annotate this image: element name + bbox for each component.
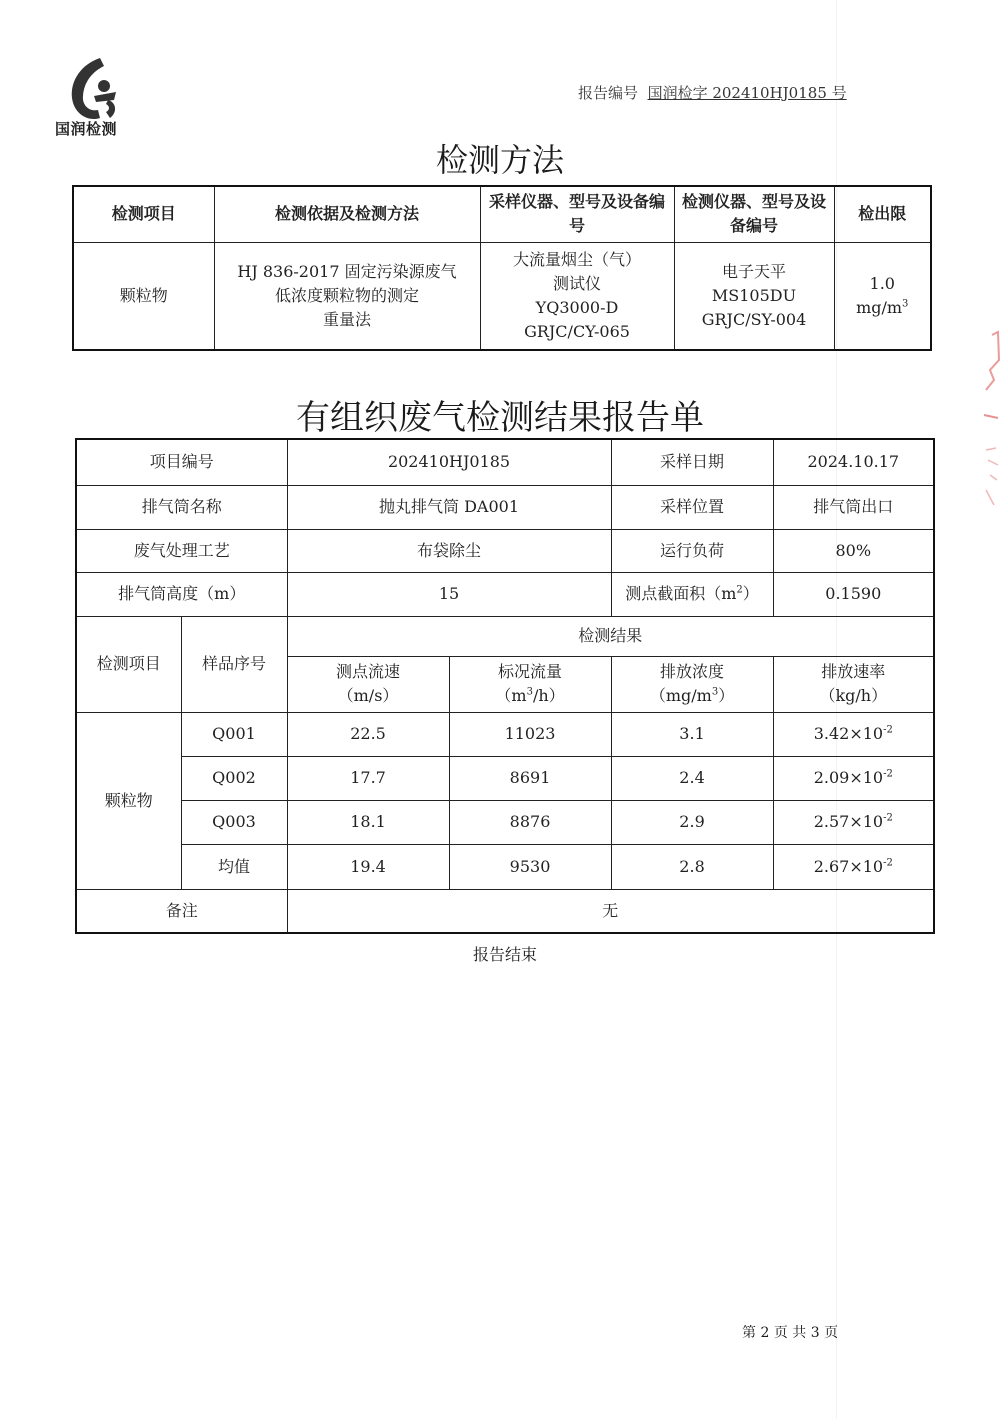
- conc-value: 2.4: [611, 756, 773, 800]
- limit-value: 1.0: [869, 273, 895, 293]
- height: 15: [287, 572, 611, 616]
- sample-date-label: 采样日期: [611, 439, 773, 485]
- sampling-line: GRJC/CY-065: [524, 321, 630, 341]
- rate-header: [773, 656, 934, 712]
- rate-base: 3.42×10: [813, 724, 884, 743]
- sample-pos-label: 采样位置: [611, 485, 773, 529]
- instrument-line: 电子天平: [721, 261, 786, 281]
- sampling-line: 测试仪: [552, 273, 601, 293]
- remark-value: 无: [287, 889, 934, 933]
- method-basis-line: HJ 836-2017 固定污染源废气: [237, 261, 457, 281]
- flow-value: 8691: [449, 756, 611, 800]
- method-table: [72, 185, 932, 351]
- rate-title: 排放速率: [821, 662, 886, 681]
- method-basis-line: 低浓度颗粒物的测定: [274, 285, 419, 305]
- column-header-row: [76, 616, 934, 656]
- results-col-header: 检测结果: [287, 616, 934, 656]
- rate-unit: （kg/h）: [819, 686, 888, 705]
- method-header-limit: 检出限: [834, 186, 931, 242]
- sample-pos: 排气筒出口: [773, 485, 934, 529]
- area-label-text: 测点截面积（m: [625, 584, 737, 603]
- height-label: 排气筒高度（m）: [76, 572, 287, 616]
- flow-unit-b: /h）: [532, 686, 565, 705]
- rate-base: 2.09×10: [813, 768, 884, 787]
- report-number-label: 报告编号: [578, 84, 639, 102]
- page-number: 2: [760, 1325, 770, 1341]
- velocity-value: 18.1: [287, 800, 449, 844]
- report-number: [578, 82, 847, 103]
- conc-value: 3.1: [611, 712, 773, 756]
- rate-exp: -2: [883, 768, 893, 780]
- stack-name-label: 排气筒名称: [76, 485, 287, 529]
- stack-name: 抛丸排气筒 DA001: [287, 485, 611, 529]
- rate-exp: -2: [883, 812, 893, 824]
- velocity-value: 22.5: [287, 712, 449, 756]
- flow-unit-sup: 3: [526, 686, 533, 698]
- sample-id: Q001: [181, 712, 287, 756]
- method-header-basis: 检测依据及检测方法: [214, 186, 480, 242]
- conc-unit: [612, 684, 773, 708]
- flow-unit: [450, 684, 611, 708]
- area-label-end: ）: [742, 584, 759, 603]
- method-data-row: [73, 242, 931, 350]
- conc-unit-b: ）: [718, 686, 735, 705]
- rate-value: [773, 844, 934, 889]
- project-no-label: 项目编号: [76, 439, 287, 485]
- process: 布袋除尘: [287, 529, 611, 572]
- page-b: 页 共: [773, 1325, 807, 1341]
- table-row: [76, 800, 934, 844]
- flow-value: 9530: [449, 844, 611, 889]
- rate-value: [773, 756, 934, 800]
- velocity-value: 17.7: [287, 756, 449, 800]
- flow-unit-a: （m: [495, 686, 527, 705]
- flow-header: [449, 656, 611, 712]
- method-basis-line: 重量法: [322, 309, 371, 329]
- limit-unit: [835, 296, 931, 320]
- report-number-value: 国润检字 202410HJ0185 号: [647, 84, 847, 102]
- result-table: [75, 438, 935, 934]
- rate-value: [773, 800, 934, 844]
- item-col-header: 检测项目: [76, 616, 181, 712]
- sampling-line: YQ3000-D: [535, 297, 619, 317]
- method-item: 颗粒物: [73, 242, 214, 350]
- page-footer: [742, 1322, 838, 1342]
- flow-title: 标况流量: [498, 662, 563, 681]
- conc-header: [611, 656, 773, 712]
- limit-unit-sup: 3: [902, 298, 909, 310]
- info-row: [76, 485, 934, 529]
- load: 80%: [773, 529, 934, 572]
- flow-value: 8876: [449, 800, 611, 844]
- process-label: 废气处理工艺: [76, 529, 287, 572]
- method-header-row: [73, 186, 931, 242]
- velocity-title: 测点流速: [336, 662, 401, 681]
- sample-id: 均值: [181, 844, 287, 889]
- method-header-item: 检测项目: [73, 186, 214, 242]
- conc-value: 2.8: [611, 844, 773, 889]
- table-row: [76, 756, 934, 800]
- rate-exp: -2: [883, 724, 893, 736]
- result-item: 颗粒物: [76, 712, 181, 889]
- info-row: [76, 529, 934, 572]
- instrument-line: GRJC/SY-004: [701, 309, 807, 329]
- method-header-instrument: 检测仪器、型号及设备编号: [674, 186, 834, 242]
- conc-title: 排放浓度: [660, 662, 725, 681]
- rate-value: [773, 712, 934, 756]
- sampling-line: 大流量烟尘（气）: [512, 249, 641, 269]
- area: 0.1590: [773, 572, 934, 616]
- method-title: 检测方法: [435, 141, 564, 179]
- page-c: 页: [824, 1325, 839, 1341]
- end-note: 报告结束: [472, 945, 537, 964]
- rate-exp: -2: [883, 857, 893, 869]
- page-total: 3: [810, 1325, 820, 1341]
- instrument-line: MS105DU: [711, 285, 797, 305]
- page-a: 第: [742, 1325, 756, 1341]
- method-basis: [214, 242, 480, 350]
- sample-id: Q002: [181, 756, 287, 800]
- conc-value: 2.9: [611, 800, 773, 844]
- conc-unit-sup: 3: [711, 686, 719, 698]
- limit-unit-text: mg/m: [856, 297, 903, 317]
- velocity-header: [287, 656, 449, 712]
- remark-row: [76, 889, 934, 933]
- sample-date: 2024.10.17: [773, 439, 934, 485]
- velocity-value: 19.4: [287, 844, 449, 889]
- info-row: [76, 439, 934, 485]
- result-title: 有组织废气检测结果报告单: [296, 398, 704, 438]
- area-label: [611, 572, 773, 616]
- conc-unit-a: （mg/m: [649, 686, 712, 705]
- table-row: [76, 844, 934, 889]
- method-limit: [834, 242, 931, 350]
- method-instrument: [674, 242, 834, 350]
- velocity-unit: （m/s）: [337, 686, 399, 705]
- sample-id: Q003: [181, 800, 287, 844]
- area-label-sup: 2: [736, 584, 743, 596]
- seal-fragment-icon: [978, 330, 1000, 520]
- load-label: 运行负荷: [611, 529, 773, 572]
- project-no: 202410HJ0185: [287, 439, 611, 485]
- logo-text: 国润检测: [55, 120, 118, 138]
- flow-value: 11023: [449, 712, 611, 756]
- table-row: [76, 712, 934, 756]
- sample-col-header: 样品序号: [181, 616, 287, 712]
- remark-label: 备注: [76, 889, 287, 933]
- rate-base: 2.57×10: [813, 812, 884, 831]
- method-header-sampling: 采样仪器、型号及设备编号: [480, 186, 674, 242]
- rate-base: 2.67×10: [813, 856, 884, 876]
- method-sampling: [480, 242, 674, 350]
- info-row: [76, 572, 934, 616]
